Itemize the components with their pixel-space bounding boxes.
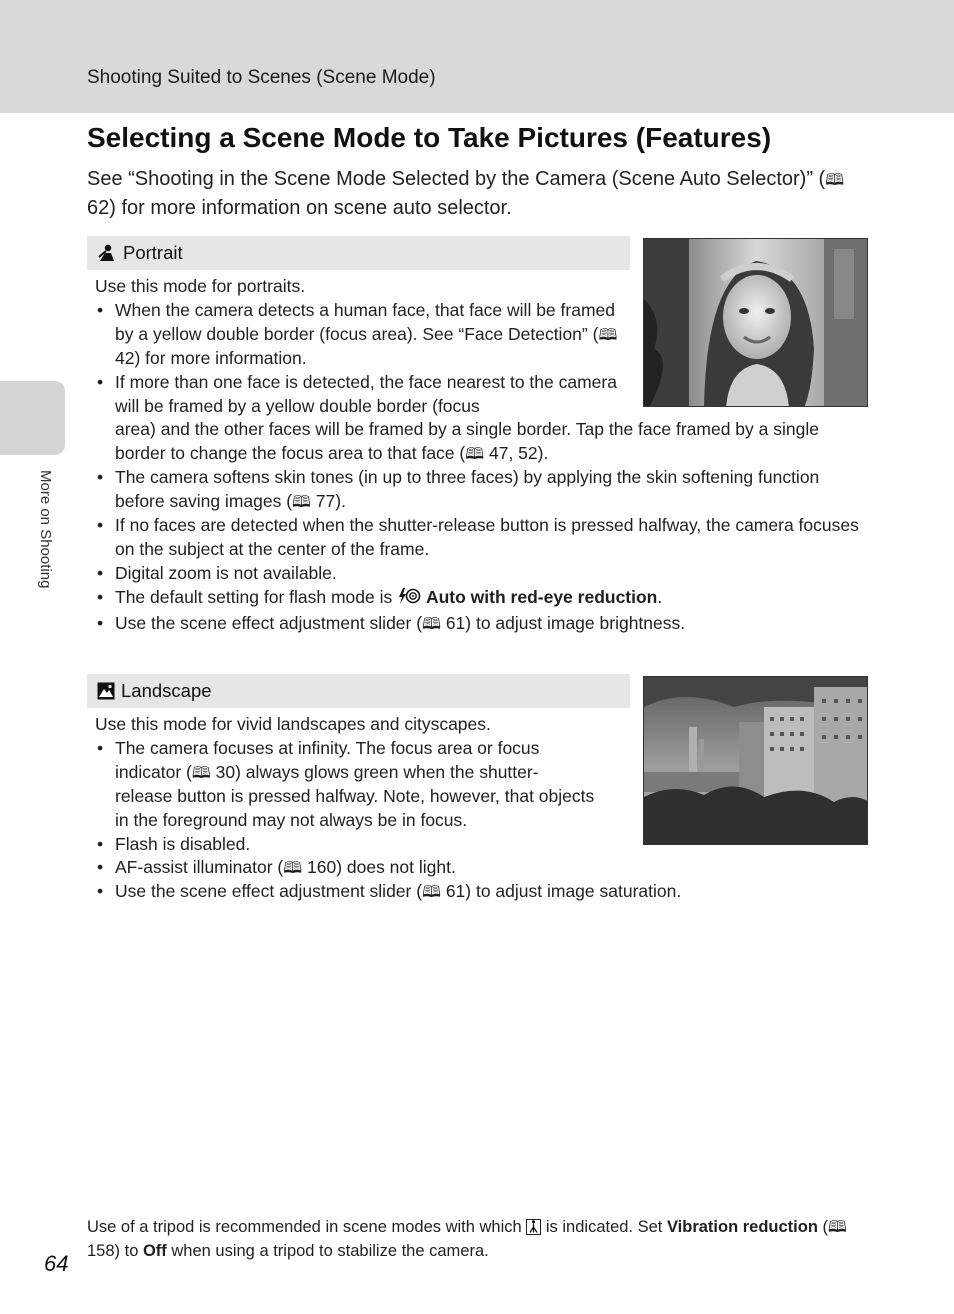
bullet-text: The default setting for flash mode is	[115, 586, 398, 607]
landscape-mode-icon	[97, 682, 115, 700]
book-reference-icon: 🕮	[825, 170, 845, 189]
landscape-heading-bar	[87, 674, 630, 708]
bullet-text: Flash is disabled.	[115, 833, 251, 854]
tripod-footnote	[87, 1215, 847, 1263]
footnote-text: ) to	[114, 1242, 143, 1260]
intro-paragraph	[87, 165, 877, 223]
bullet-text: AF-assist illuminator (	[115, 857, 284, 878]
landscape-intro: Use this mode for vivid landscapes and cityscapes.	[95, 714, 491, 734]
landscape-section-text	[95, 713, 865, 904]
bullet-text-end: ) to adjust image saturation.	[465, 881, 682, 902]
portrait-section-text	[95, 275, 865, 636]
portrait-heading-bar	[87, 236, 630, 270]
bullet-text: Use the scene effect adjustment slider (	[115, 612, 423, 633]
portrait-mode-icon	[97, 244, 117, 262]
landscape-heading: Landscape	[121, 680, 212, 701]
portrait-intro: Use this mode for portraits.	[95, 276, 306, 296]
book-reference-icon: 🕮	[465, 444, 485, 464]
portrait-heading: Portrait	[123, 242, 183, 263]
bullet-text-end: .	[657, 586, 663, 607]
landscape-bullet-list	[95, 737, 865, 904]
book-reference-icon: 🕮	[422, 882, 441, 902]
bullet-text-end: ).	[335, 491, 346, 512]
list-item	[95, 514, 865, 562]
list-item	[95, 299, 865, 371]
book-reference-icon: 🕮	[292, 492, 311, 512]
page-number: 64	[44, 1251, 69, 1276]
book-reference-icon: 🕮	[598, 324, 618, 344]
bullet-text: • If more than one face is detected, the face nearest to the camera will be framed by a yellow double border (focus	[115, 371, 617, 416]
bullet-text: If no faces are detected when the shutter-release button is pressed halfway, the camera focuses on the subject at the center of the frame.	[115, 515, 859, 559]
bullet-text-end: ) to adjust image brightness.	[465, 612, 686, 633]
bullet-text: The camera focuses at infinity. The focus area or focus indicator (	[115, 737, 540, 782]
bullet-text: Digital zoom is not available.	[115, 562, 337, 583]
list-item	[95, 737, 865, 833]
tripod-icon	[526, 1219, 541, 1235]
setting-value: Off	[142, 1242, 167, 1260]
page-reference: 77	[315, 491, 336, 512]
list-item	[95, 586, 865, 612]
page-reference: 42	[115, 347, 135, 368]
list-item	[95, 562, 865, 586]
bullet-text: When the camera detects a human face, that face will be framed by a yellow double border (focus area). See “Face Detection” (	[115, 299, 615, 344]
footnote-text: when using a tripod to stabilize the camera.	[166, 1242, 489, 1260]
chapter-side-label: More on Shooting	[37, 470, 54, 589]
book-reference-icon: 🕮	[283, 858, 303, 878]
bullet-text-cont: area) and the other faces will be framed by a single border. Tap the face framed by a single border to change the focus area to that face (	[115, 419, 819, 464]
bullet-text: The camera softens skin tones (in up to three faces) by applying the skin softening function before saving images (	[115, 467, 820, 512]
list-item	[95, 833, 865, 857]
page-reference: 47, 52	[488, 443, 538, 464]
book-reference-icon: 🕮	[828, 1217, 847, 1236]
book-reference-icon: 🕮	[191, 762, 211, 782]
bullet-text-end: ) always glows green when the shutter-release button is pressed halfway. Note, however, that objects in the foreground may not always be in focus.	[115, 761, 595, 830]
flash-red-eye-icon	[397, 587, 421, 612]
footnote-text: Use of a tripod is recommended in scene modes with which	[87, 1218, 527, 1236]
page-title: Selecting a Scene Mode to Take Pictures (Features)	[87, 122, 772, 153]
book-reference-icon: 🕮	[422, 613, 441, 633]
setting-name: Vibration reduction	[666, 1218, 818, 1236]
intro-text-end: ) for more information on scene auto selector.	[109, 197, 512, 219]
page-reference: 61	[445, 881, 466, 902]
list-item	[95, 856, 865, 880]
intro-text: See “Shooting in the Scene Mode Selected by the Camera (Scene Auto Selector)” (	[87, 168, 826, 190]
list-item	[95, 371, 865, 467]
header-band	[0, 0, 954, 113]
page-reference: 160	[306, 857, 337, 878]
chapter-section-title: Shooting Suited to Scenes (Scene Mode)	[87, 67, 436, 88]
list-item	[95, 612, 865, 636]
page-reference: 30	[215, 761, 236, 782]
portrait-bullet-list	[95, 299, 865, 636]
page-reference: 62	[87, 197, 110, 219]
flash-mode-name: Auto with red-eye reduction	[425, 586, 658, 607]
list-item	[95, 466, 865, 514]
footnote-text: (	[817, 1218, 829, 1236]
bullet-text-end: ) does not light.	[336, 857, 456, 878]
bullet-text-end: ) for more information.	[134, 347, 307, 368]
bullet-text: Use the scene effect adjustment slider (	[115, 881, 423, 902]
page-reference: 61	[445, 612, 466, 633]
bullet-text-end: ).	[537, 443, 549, 464]
page-reference: 158	[87, 1242, 115, 1260]
footnote-text: is indicated. Set	[541, 1218, 667, 1236]
chapter-side-tab	[0, 381, 65, 455]
list-item	[95, 880, 865, 904]
